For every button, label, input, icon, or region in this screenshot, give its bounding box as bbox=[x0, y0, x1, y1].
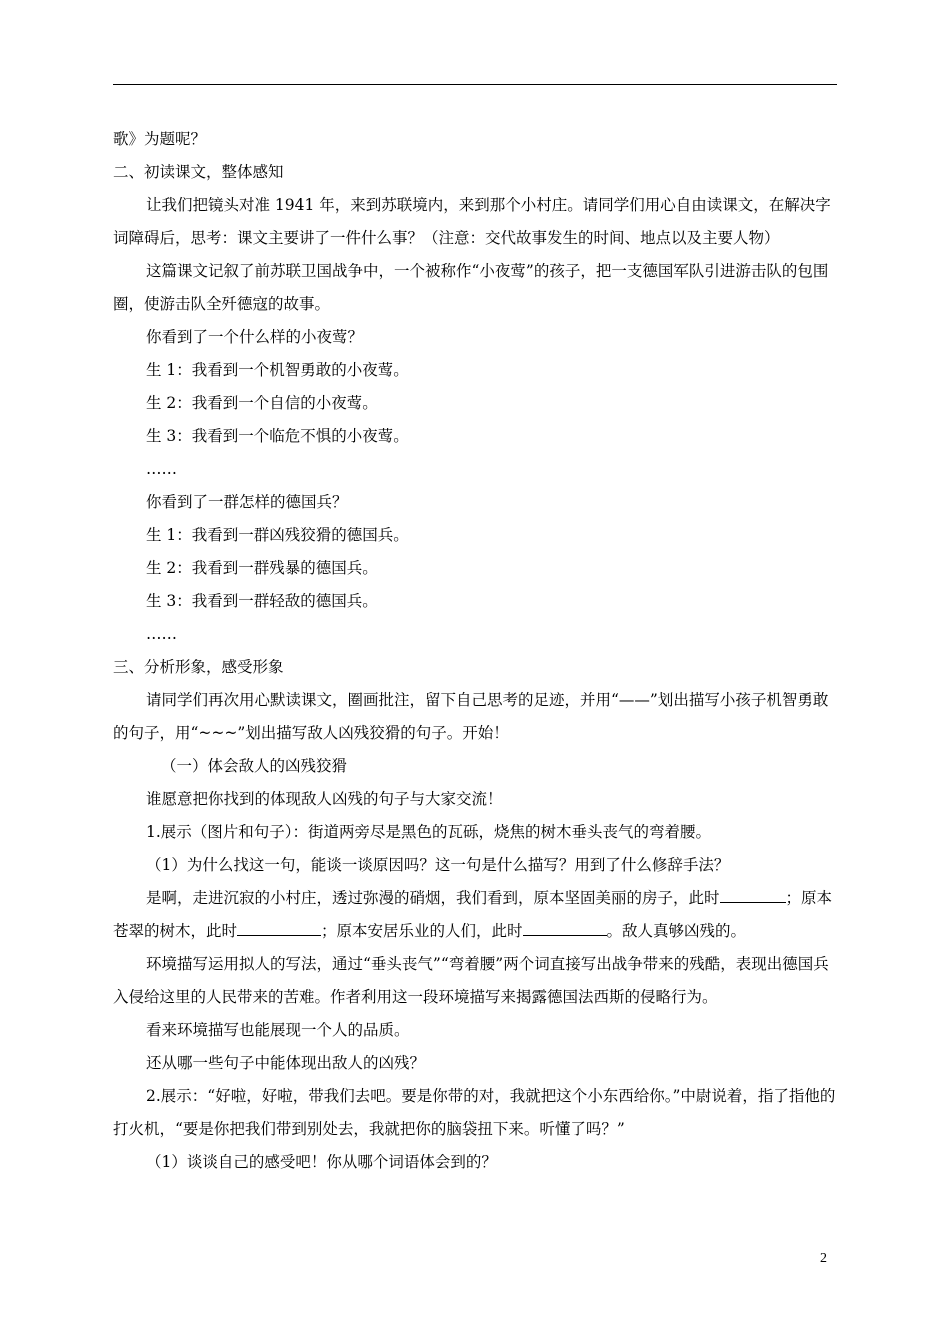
paragraph: 生 3：我看到一群轻敌的德国兵。 bbox=[146, 592, 378, 610]
paragraph: 2.展示：“好啦，好啦，带我们去吧。要是你带的对，我就把这个小东西给你。”中尉说着，指了指他的打火机，“要是你把我们带到别处去，我就把你的脑袋扭下来。听懂了吗？” bbox=[113, 1087, 836, 1138]
page-number: 2 bbox=[820, 1251, 827, 1266]
fill-blank[interactable] bbox=[237, 917, 321, 936]
ellipsis: …… bbox=[146, 460, 177, 478]
paragraph: 1.展示（图片和句子）：街道两旁尽是黑色的瓦砾，烧焦的树木垂头丧气的弯着腰。 bbox=[146, 823, 712, 841]
section-heading: 三、分析形象，感受形象 bbox=[113, 658, 284, 676]
paragraph: 你看到了一群怎样的德国兵？ bbox=[146, 493, 348, 511]
paragraph: 生 2：我看到一个自信的小夜莺。 bbox=[146, 394, 378, 412]
paragraph: 生 2：我看到一群残暴的德国兵。 bbox=[146, 559, 378, 577]
paragraph: 谁愿意把你找到的体现敌人凶残的句子与大家交流！ bbox=[146, 790, 503, 808]
question: （1）谈谈自己的感受吧！你从哪个词语体会到的？ bbox=[146, 1153, 497, 1171]
text-segment: ；原本苍翠的树木，此时 bbox=[113, 889, 833, 940]
paragraph: 生 3：我看到一个临危不惧的小夜莺。 bbox=[146, 427, 409, 445]
paragraph: 生 1：我看到一群凶残狡猾的德国兵。 bbox=[146, 526, 409, 544]
paragraph: 你看到了一个什么样的小夜莺？ bbox=[146, 328, 364, 346]
ellipsis: …… bbox=[146, 625, 177, 643]
subsection-heading: （一）体会敌人的凶残狡猾 bbox=[161, 757, 348, 775]
fill-blank[interactable] bbox=[523, 917, 607, 936]
paragraph: 这篇课文记叙了前苏联卫国战争中，一个被称作“小夜莺”的孩子，把一支德国军队引进游击队的包围圈，使游击队全歼德寇的故事。 bbox=[113, 262, 829, 313]
fill-blank[interactable] bbox=[720, 884, 786, 903]
document-body bbox=[113, 123, 839, 1179]
fill-in-paragraph bbox=[113, 882, 839, 948]
text-segment: 是啊，走进沉寂的小村庄，透过弥漫的硝烟，我们看到，原本坚固美丽的房子，此时 bbox=[146, 889, 720, 907]
paragraph: 环境描写运用拟人的写法，通过“垂头丧气”“弯着腰”两个词直接写出战争带来的残酷，表现出德国兵入侵给这里的人民带来的苦难。作者利用这一段环境描写来揭露德国法西斯的侵略行为。 bbox=[113, 955, 829, 1006]
text-segment: 。敌人真够凶残的。 bbox=[606, 922, 747, 940]
paragraph: 让我们把镜头对准 1941 年，来到苏联境内，来到那个小村庄。请同学们用心自由读课文，在解决字词障碍后，思考：课文主要讲了一件什么事？（注意：交代故事发生的时间、地点以及主要人物） bbox=[113, 196, 831, 247]
paragraph: 还从哪一些句子中能体现出敌人的凶残？ bbox=[146, 1054, 426, 1072]
text-segment: ；原本安居乐业的人们，此时 bbox=[321, 922, 523, 940]
paragraph: 生 1：我看到一个机智勇敢的小夜莺。 bbox=[146, 361, 409, 379]
header-rule bbox=[113, 84, 837, 85]
section-heading: 二、初读课文，整体感知 bbox=[113, 163, 284, 181]
paragraph: 看来环境描写也能展现一个人的品质。 bbox=[146, 1021, 410, 1039]
question: （1）为什么找这一句，能谈一谈原因吗？这一句是什么描写？用到了什么修辞手法？ bbox=[146, 856, 730, 874]
paragraph: 请同学们再次用心默读课文，圈画批注，留下自己思考的足迹，并用“——”划出描写小孩子机智勇敢的句子，用“~~~”划出描写敌人凶残狡猾的句子。开始！ bbox=[113, 691, 829, 742]
paragraph: 歌》为题呢？ bbox=[113, 130, 207, 148]
